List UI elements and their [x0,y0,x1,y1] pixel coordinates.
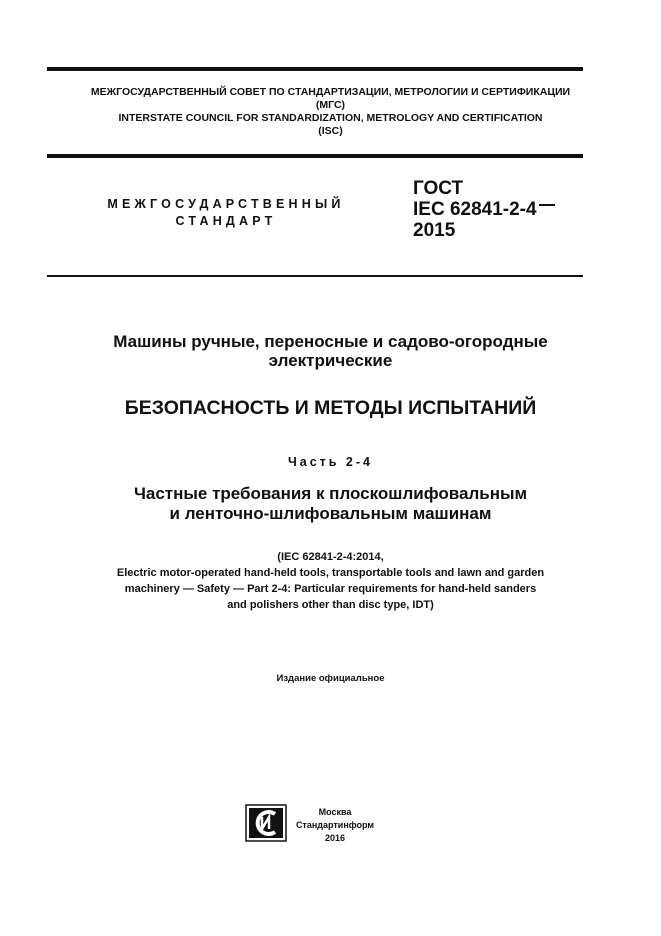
gost-year: 2015 [413,220,456,241]
iec-line3: machinery — Safety — Part 2-4: Particular requirements for hand-held sanders [124,583,537,595]
iec-line4: and polishers other than disc type, IDT) [227,599,434,611]
iec-line2: Electric motor-operated hand-held tools, transportable tools and lawn and garden [116,567,545,579]
council-rule [47,154,583,158]
standard-kind-line1: МЕЖГОСУДАРСТВЕННЫЙ [107,197,345,211]
designation-rule [47,275,583,277]
title-main: БЕЗОПАСНОСТЬ И МЕТОДЫ ИСПЫТАНИЙ [124,397,537,419]
standartinform-logo-icon [245,804,287,842]
standard-kind [96,196,356,230]
standard-kind-line2: СТАНДАРТ [175,214,277,228]
subtitle-line1: Частные требования к плоскошлифовальным [133,484,528,503]
gost-label: ГОСТ [413,178,464,199]
council-ru-line: МЕЖГОСУДАРСТВЕННЫЙ СОВЕТ ПО СТАНДАРТИЗАЦИИ, МЕТРОЛОГИИ И СЕРТИФИКАЦИИ [90,86,571,98]
iec-line1: (IEC 62841-2-4:2014, [277,551,384,563]
council-en-line: INTERSTATE COUNCIL FOR STANDARDIZATION, METROLOGY AND CERTIFICATION [118,112,543,124]
gost-number: IEC 62841-2-4 [413,199,537,220]
gost-designation [413,178,555,241]
council-en-abbr: (ISC) [318,125,343,137]
council-ru-abbr: (МГС) [315,99,346,111]
subtitle-block [0,484,661,524]
subtitle-line2: и ленточно-шлифовальным машинам [169,504,492,523]
title-line1: Машины ручные, переносные и садово-огородные [113,332,548,351]
title-line2: электрические [268,351,393,370]
gost-dash [539,204,555,206]
publisher-city: Москва [318,807,352,817]
part-label: Часть 2-4 [287,455,374,469]
publisher-name: Стандартинформ [295,820,375,830]
top-rule [47,67,583,71]
publisher-block [290,806,380,845]
title-block [0,332,661,370]
publisher-year: 2016 [324,833,346,843]
council-header [0,86,661,138]
edition-label: Издание официальное [276,673,385,684]
iec-reference [0,549,661,613]
